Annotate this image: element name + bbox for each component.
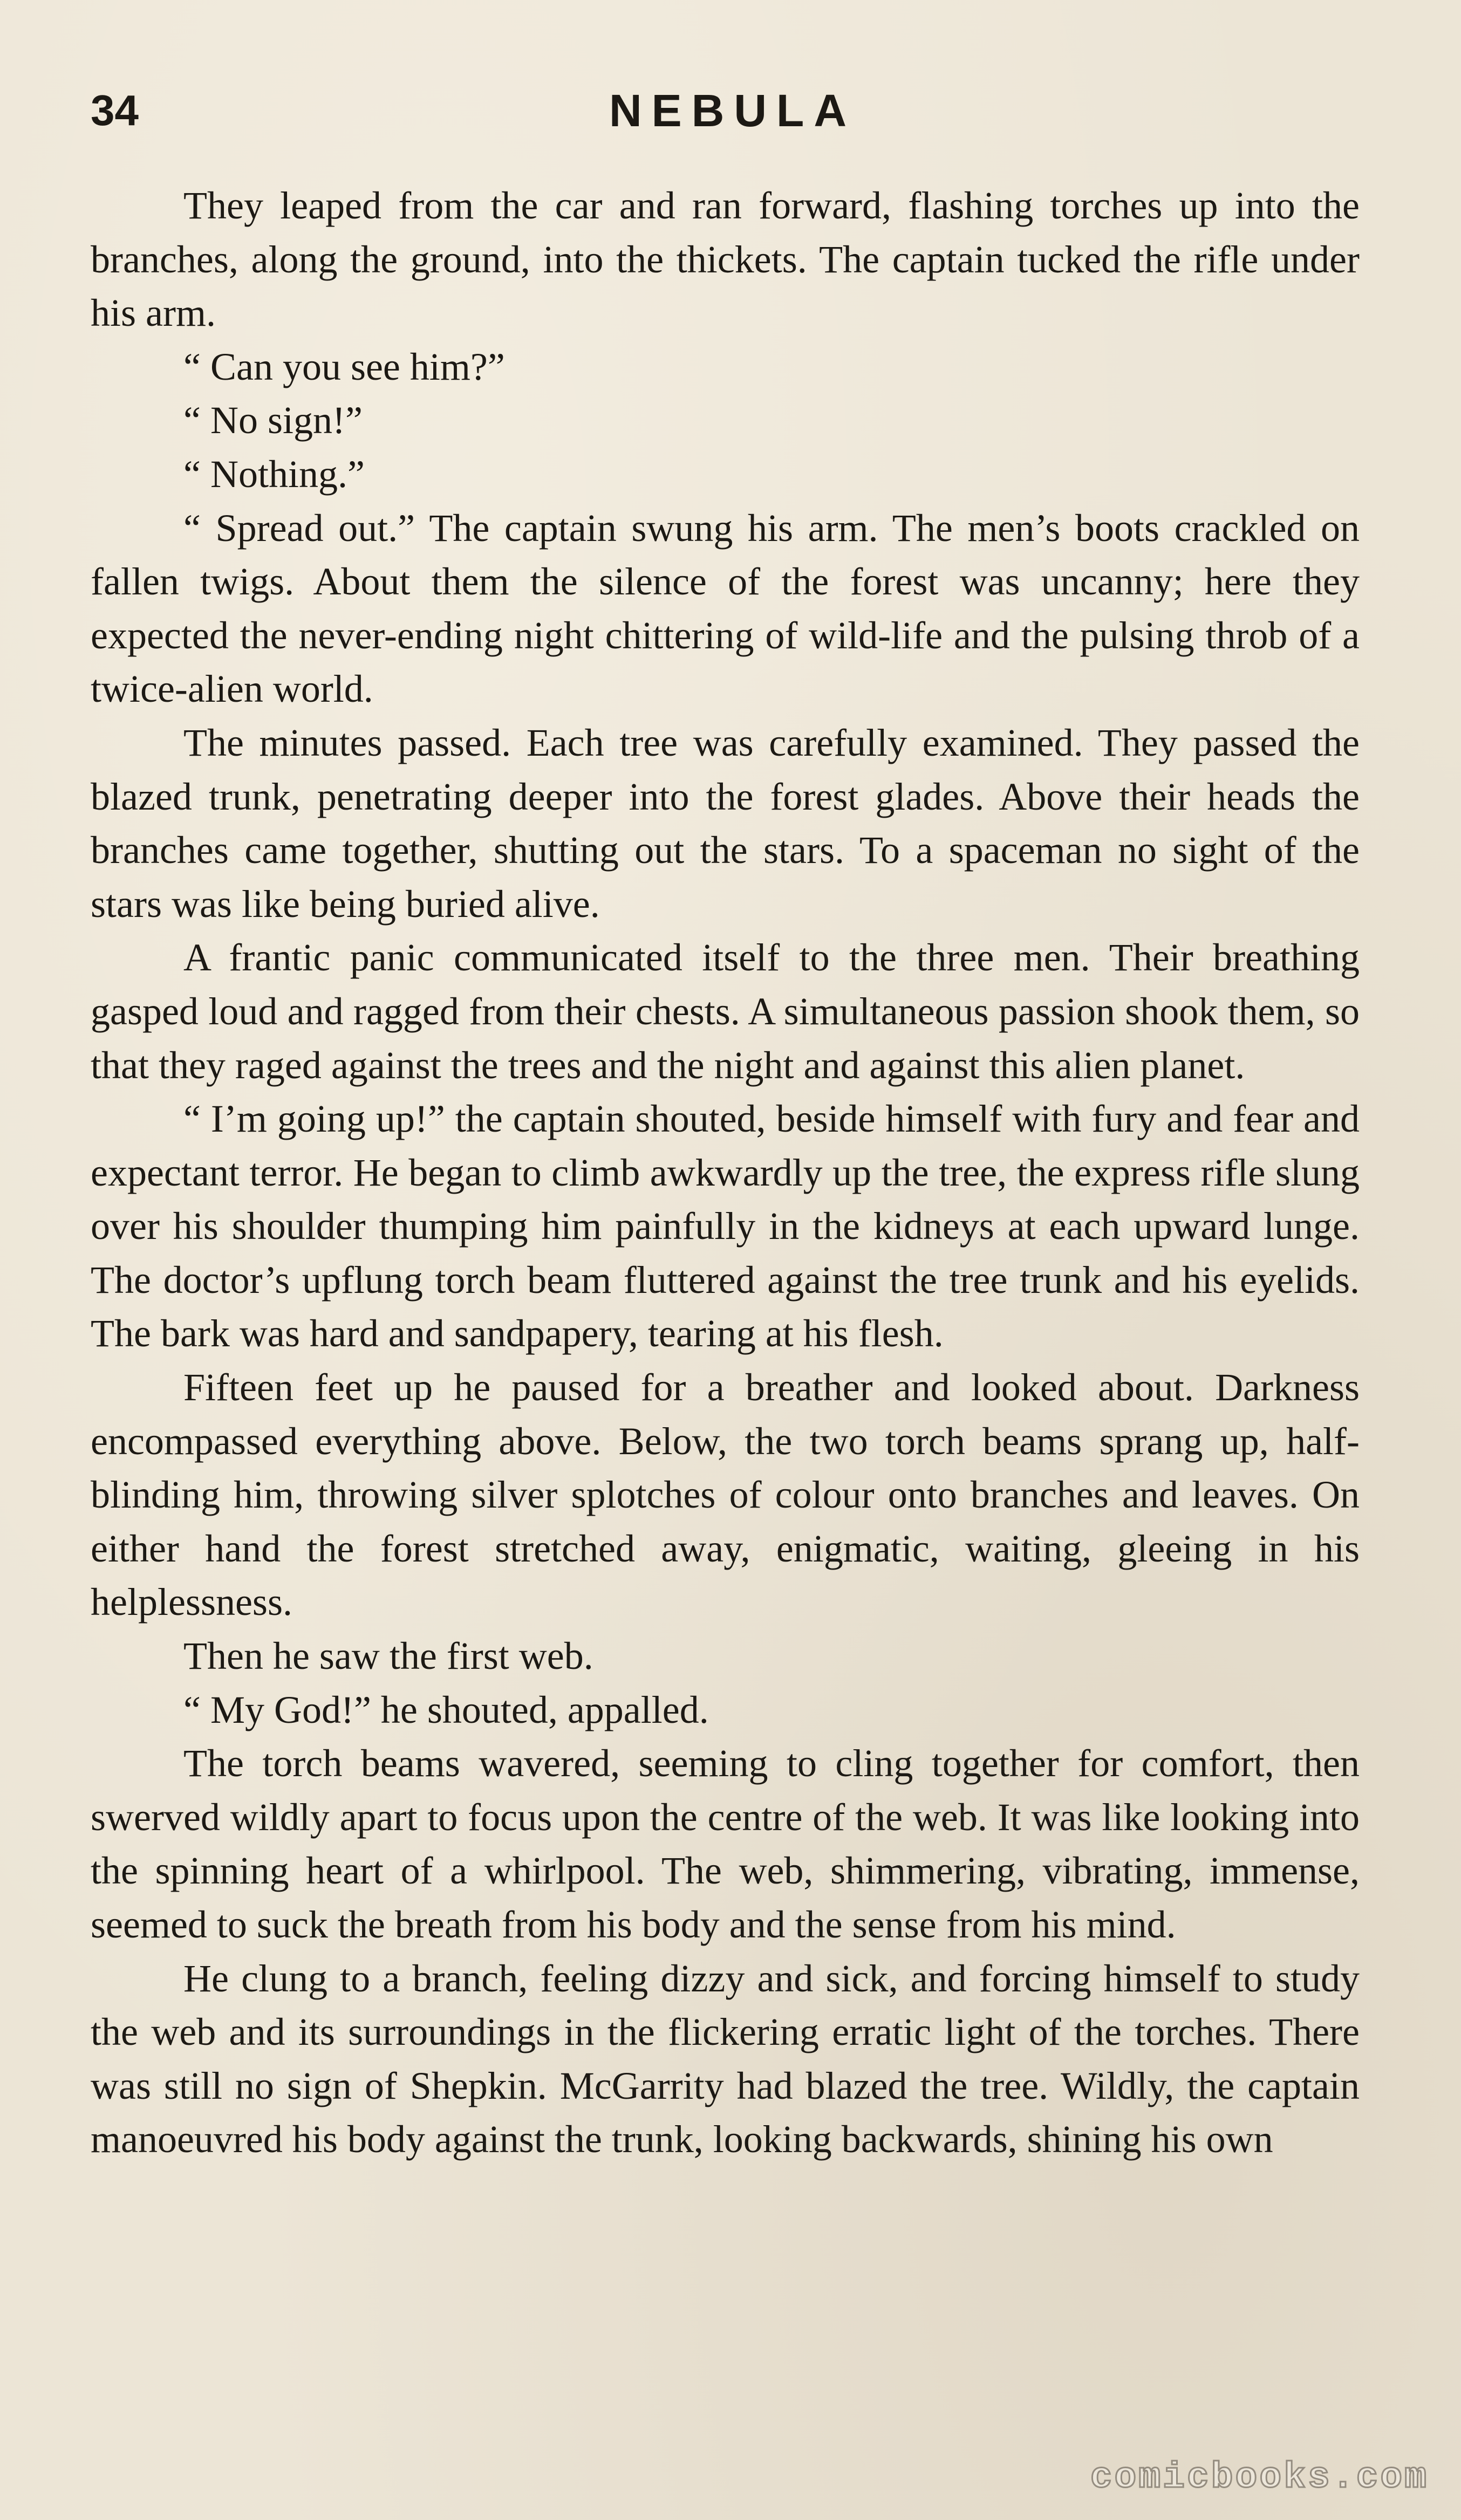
paragraph: They leaped from the car and ran forward, flashing torches up into the branches, along the ground, into the thickets. The captain tucked the rifle under his arm. <box>91 184 1360 335</box>
page-header <box>91 81 1375 140</box>
page-number: 34 <box>91 86 139 134</box>
paragraph: “ My God!” he shouted, appalled. <box>183 1688 709 1731</box>
paragraph: The minutes passed. Each tree was carefully examined. They passed the blazed trunk, penetrating deeper into the forest glades. Above their heads the branches came together, shutting out the stars. To a spaceman no sight of the stars was like being buried alive. <box>91 721 1360 926</box>
paragraph: The torch beams wavered, seeming to cling together for comfort, then swerved wildly apart to focus upon the centre of the web. It was like looking into the spinning heart of a whirlpool. The web, shimmering, vibrating, immense, seemed to suck the breath from his body and the sense from his mind. <box>91 1742 1360 1946</box>
paragraph: Then he saw the first web. <box>183 1634 593 1678</box>
running-title: NEBULA <box>609 85 856 136</box>
paragraph: “ Can you see him?” <box>183 345 505 388</box>
paragraph: “ Nothing.” <box>183 452 365 496</box>
paragraph: “ I’m going up!” the captain shouted, beside himself with fury and fear and expectant terror. He began to climb awkwardly up the tree, the express rifle slung over his shoulder thumping him painfully in the kidneys at each upward lunge. The doctor’s upflung torch beam fluttered against the tree trunk and his eyelids. The bark was hard and sandpapery, tearing at his flesh. <box>91 1097 1360 1355</box>
paragraph: Fifteen feet up he paused for a breather and looked about. Darkness encompassed everything above. Below, the two torch beams sprang up, half-blinding him, throwing silver splotches of colour onto branches and leaves. On either hand the forest stretched away, enigmatic, waiting, gleeing in his helplessness. <box>91 1366 1360 1624</box>
body-text <box>91 179 1360 2167</box>
paragraph: He clung to a branch, feeling dizzy and sick, and forcing himself to study the web and its surroundings in the flickering erratic light of the torches. There was still no sign of Shepkin. McGarrity had blazed the tree. Wildly, the captain manoeuvred his body against the trunk, looking backwards, shining his own <box>91 1956 1360 2161</box>
paragraph: “ Spread out.” The captain swung his arm. The men’s boots crackled on fallen twigs. About them the silence of the forest was uncanny; here they expected the never-ending night chittering of wild-life and the pulsing throb of a twice-alien world. <box>91 506 1360 711</box>
paragraph: “ No sign!” <box>183 399 363 442</box>
paragraph: A frantic panic communicated itself to the three men. Their breathing gasped loud and ragged from their chests. A simultaneous passion shook them, so that they raged against the trees and the night and against this alien planet. <box>91 936 1360 1087</box>
watermark: comicbooks.com <box>1090 2457 1429 2498</box>
